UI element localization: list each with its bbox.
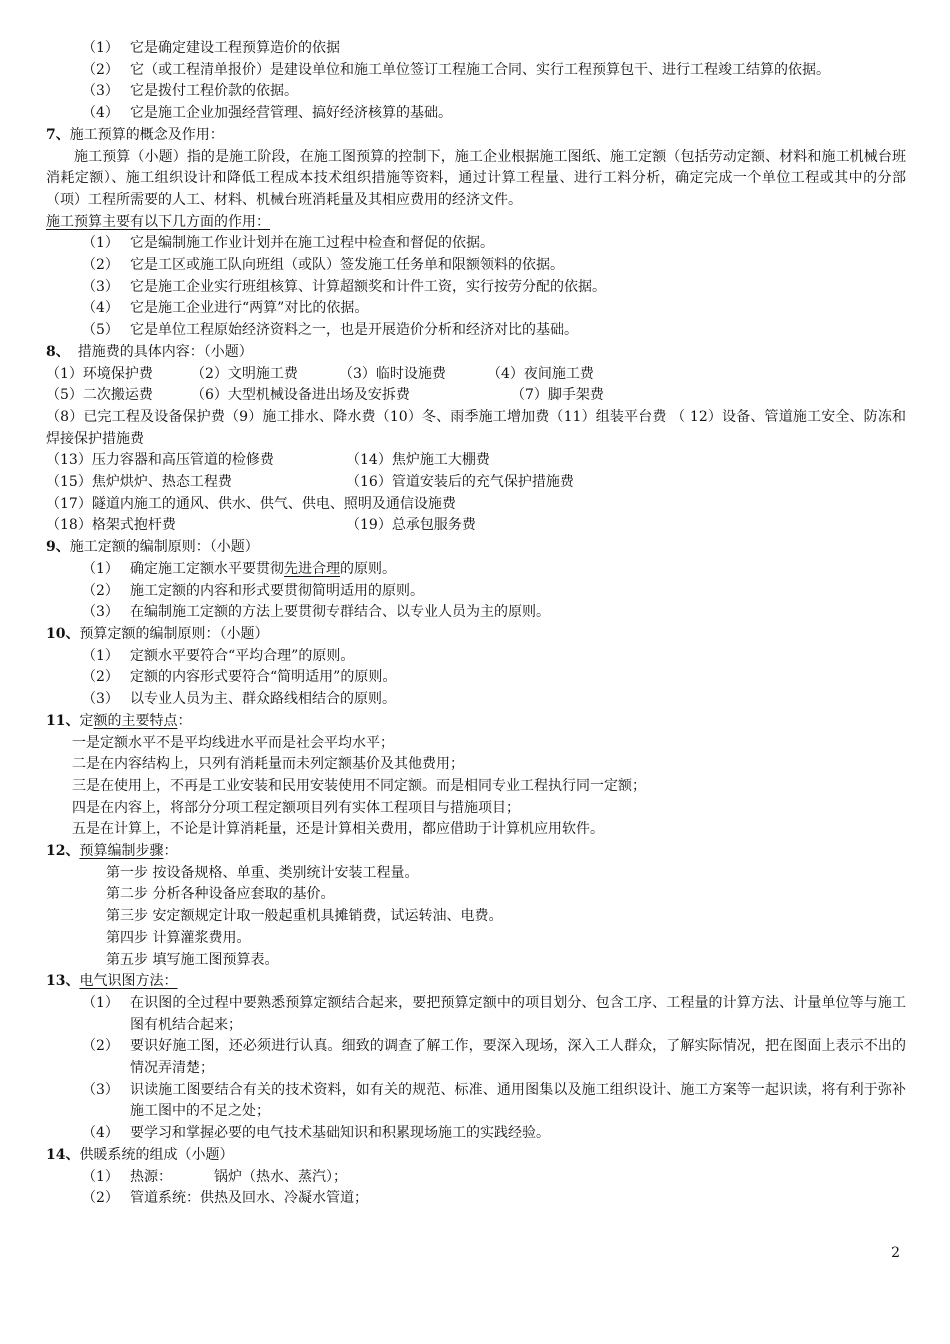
list-item: （1） 定额水平要符合“平均合理”的原则。	[82, 647, 355, 664]
list-item: （1） 它是编制施工作业计划并在施工过程中检查和督促的依据。	[82, 235, 494, 252]
list-item: （2） 它（或工程清单报价）是建设单位和施工单位签订工程施工合同、实行工程预算包干、进行工程竣工结算的依据。	[82, 61, 830, 78]
step-line: 第二步 分析各种设备应套取的基价。	[106, 886, 335, 903]
section-heading-14: 14、供暖系统的组成（小题）	[46, 1146, 234, 1163]
document-page	[46, 38, 906, 1210]
fee-row: （18）格架式抱杆费 （19）总承包服务费	[46, 517, 476, 534]
step-line: 第一步 按设备规格、单重、类别统计安装工程量。	[106, 864, 419, 881]
step-line: 第三步 安定额规定计取一般起重机具摊销费，试运转油、电费。	[106, 908, 503, 925]
step-line: 第四步 计算灌浆费用。	[106, 929, 251, 946]
fee-row: （15）焦炉烘炉、热态工程费 （16）管道安装后的充气保护措施费	[46, 474, 574, 491]
list-item: （2） 要识好施工图，还必须进行认真。细致的调查了解工作，要深入现场，深入工人群众，了解实际情况，把在图面上表示不出的情况弄清楚；	[82, 1038, 906, 1077]
list-item: （2） 施工定额的内容和形式要贯彻简明适用的原则。	[82, 582, 424, 599]
step-line: 第五步 填写施工图预算表。	[106, 951, 279, 968]
section-heading-8: 8、 措施费的具体内容：（小题）	[46, 343, 253, 360]
section-heading-7: 7、施工预算的概念及作用：	[46, 126, 224, 143]
list-item: （2） 定额的内容形式要符合“简明适用”的原则。	[82, 669, 397, 686]
list-item: （2） 它是工区或施工队向班组（或队）签发施工任务单和限额领料的依据。	[82, 257, 564, 274]
section-heading-13: 13、电气识图方法：	[46, 973, 178, 990]
list-item: （2） 管道系统：供热及回水、冷凝水管道；	[82, 1190, 368, 1207]
section-heading-10: 10、预算定额的编制原则：（小题）	[46, 625, 269, 642]
feature-line: 五是在计算上，不论是计算消耗量，还是计算相关费用，都应借助于计算机应用软件。	[72, 821, 604, 838]
fee-row: （5）二次搬运费 （6）大型机械设备进出场及安拆费 （7）脚手架费	[46, 387, 604, 404]
list-item: （3） 它是施工企业实行班组核算、计算超额奖和计件工资，实行按劳分配的依据。	[82, 278, 606, 295]
list-item: （3） 在编制施工定额的方法上要贯彻专群结合、以专业人员为主的原则。	[82, 604, 550, 621]
feature-line: 三是在使用上，不再是工业安装和民用安装使用不同定额。而是相同专业工程执行同一定额；	[72, 777, 646, 794]
fee-row: （17）隧道内施工的通风、供水、供气、供电、照明及通信设施费	[46, 495, 456, 512]
fee-row: （1）环境保护费 （2）文明施工费 （3）临时设施费 （4）夜间施工费	[46, 365, 594, 382]
fee-row: （13）压力容器和高压管道的检修费 （14）焦炉施工大棚费	[46, 452, 490, 469]
list-item: （4） 它是施工企业进行“两算”对比的依据。	[82, 300, 369, 317]
list-item: （3） 它是拨付工程价款的依据。	[82, 83, 298, 100]
list-item: （4） 要学习和掌握必要的电气技术基础知识和积累现场施工的实践经验。	[82, 1125, 550, 1142]
page-number: 2	[891, 1245, 900, 1261]
feature-line: 二是在内容结构上，只列有消耗量而未列定额基价及其他费用；	[72, 756, 464, 773]
section-heading-9: 9、施工定额的编制原则：（小题）	[46, 539, 259, 556]
section-7-paragraph: 施工预算（小题）指的是施工阶段，在施工图预算的控制下，施工企业根据施工图纸、施工定额（包括劳动定额、材料和施工机械台班消耗定额）、施工组织设计和降低工程成本技术组织措施等资料，通过计算工程量、进行工料分析，确定完成一个单位工程或其中的分部（项）工程所需要的人工、材料、机械台班消耗量及其相应费用的经济文件。	[46, 148, 906, 208]
list-item: （3） 以专业人员为主、群众路线相结合的原则。	[82, 691, 396, 708]
list-item: （3） 识读施工图要结合有关的技术资料，如有关的规范、标准、通用图集以及施工组织设计、施工方案等一起识读，将有利于弥补施工图中的不足之处；	[82, 1081, 906, 1120]
list-item: （1） 它是确定建设工程预算造价的依据	[82, 40, 340, 56]
list-item: （1） 在识图的全过程中要熟悉预算定额结合起来，要把预算定额中的项目划分、包含工序、工程量的计算方法、计量单位等与施工图有机结合起来；	[82, 994, 906, 1033]
list-item: （1） 热源： 锅炉（热水、蒸汽）；	[82, 1168, 347, 1185]
fee-row-long: （8）已完工程及设备保护费（9）施工排水、降水费（10）冬、雨季施工增加费（11）组装平台费 （ 12）设备、管道施工安全、防冻和焊接保护措施费	[46, 408, 906, 447]
feature-line: 四是在内容上，将部分分项工程定额项目列有实体工程项目与措施项目；	[72, 799, 520, 816]
section-heading-11: 11、定额的主要特点：	[46, 712, 192, 729]
list-item: （4） 它是施工企业加强经营管理、搞好经济核算的基础。	[82, 105, 452, 122]
list-item: （1） 确定施工定额水平要贯彻先进合理的原则。	[82, 560, 396, 577]
section-heading-12: 12、预算编制步骤：	[46, 843, 178, 860]
feature-line: 一是定额水平不是平均线进水平而是社会平均水平；	[72, 734, 394, 751]
list-item: （5） 它是单位工程原始经济资料之一，也是开展造价分析和经济对比的基础。	[82, 322, 578, 339]
section-7-subheading: 施工预算主要有以下几方面的作用：	[46, 213, 270, 230]
